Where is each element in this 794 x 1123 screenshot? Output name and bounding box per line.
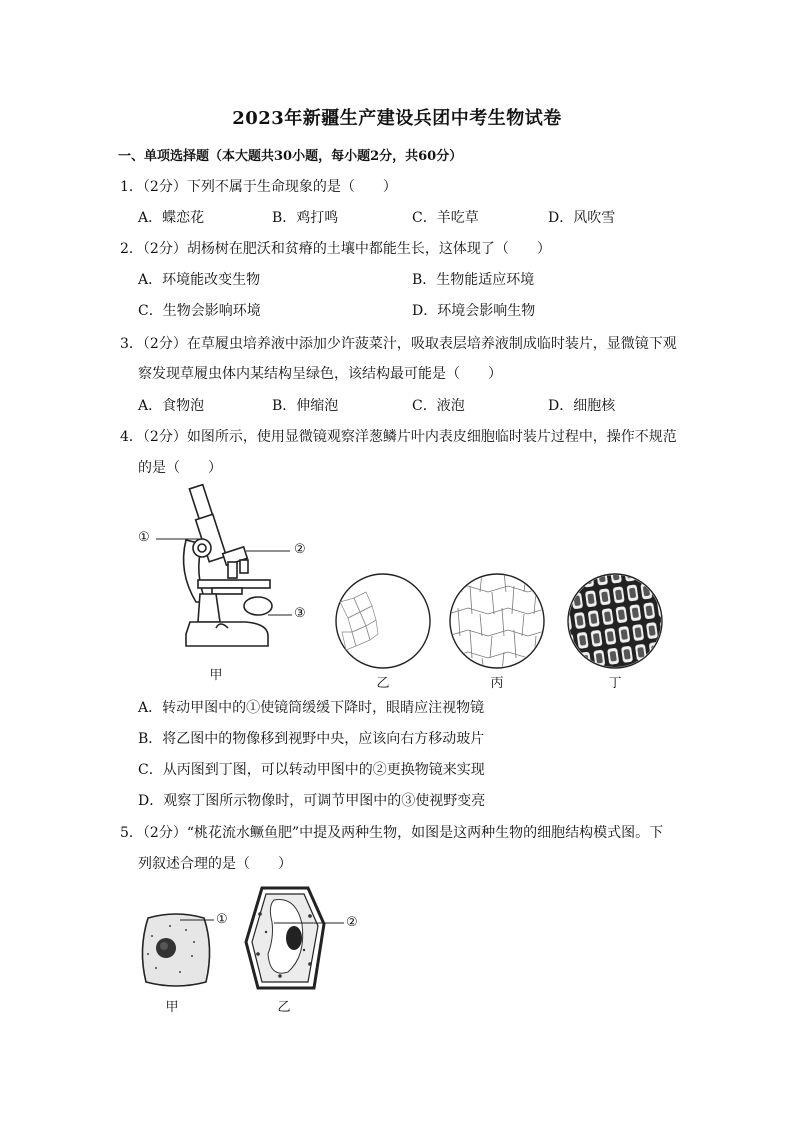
question-1-stem: 1．（2分）下列不属于生命现象的是（ ） [120, 179, 397, 195]
plant-cell-figure [244, 884, 326, 994]
marker-2: ② [294, 542, 306, 557]
marker-3: ③ [294, 606, 306, 621]
section-heading: 一、单项选择题（本大题共30小题，每小题2分，共60分） [118, 149, 463, 164]
leader-line-3 [266, 608, 296, 622]
question-5-stem-line-1: 5．（2分）“桃花流水鳜鱼肥”中提及两种生物，如图是这两种生物的细胞结构模式图。下 [120, 825, 664, 841]
figure-label-yi: 乙 [376, 676, 390, 691]
question-4-stem-line-1: 4．（2分）如图所示，使用显微镜观察洋葱鳞片叶内表皮细胞临时装片过程中，操作不规范 [120, 429, 677, 445]
q1-option-b: B．鸡打鸣 [272, 210, 339, 226]
q3-option-a: A．食物泡 [138, 398, 205, 414]
q3-option-b: B．伸缩泡 [272, 398, 339, 414]
q3-option-c: C．液泡 [412, 398, 465, 414]
page-title: 2023年新疆生产建设兵团中考生物试卷 [232, 108, 562, 129]
view-ding-figure [566, 572, 664, 670]
figure-label-jia: 甲 [209, 668, 223, 683]
leader-line-1 [150, 532, 210, 546]
view-yi-figure [334, 572, 432, 670]
figure-label-bing: 丙 [490, 676, 504, 691]
figure-label-ding: 丁 [608, 676, 622, 691]
cell-marker-2: ② [346, 915, 358, 930]
question-5-stem-line-2: 列叙述合理的是（ ） [138, 856, 292, 872]
q1-option-c: C．羊吃草 [412, 210, 479, 226]
q2-option-c: C．生物会影响环境 [138, 303, 261, 319]
q4-option-c: C．从丙图到丁图，可以转动甲图中的②更换物镜来实现 [138, 762, 485, 778]
cell-leader-2 [272, 917, 346, 929]
leader-line-2 [244, 544, 294, 558]
q1-option-a: A．蝶恋花 [138, 210, 205, 226]
microscope-figure [176, 482, 276, 662]
question-2-stem: 2．（2分）胡杨树在肥沃和贫瘠的土壤中都能生长，这体现了（ ） [120, 241, 551, 257]
q2-option-d: D．环境会影响生物 [412, 303, 536, 319]
question-3-stem-line-2: 察发现草履虫体内某结构呈绿色，该结构最可能是（ ） [138, 366, 502, 382]
q4-option-d: D．观察丁图所示物像时，可调节甲图中的③使视野变亮 [138, 793, 486, 809]
q1-option-d: D．风吹雪 [548, 210, 616, 226]
q4-option-a: A．转动甲图中的①使镜筒缓缓下降时，眼睛应注视物镜 [138, 700, 485, 716]
cell-marker-1: ① [216, 912, 228, 927]
q2-option-b: B．生物能适应环境 [412, 272, 535, 288]
cell-label-jia: 甲 [165, 1000, 179, 1015]
cell-leader-1 [180, 914, 216, 926]
marker-1: ① [138, 530, 150, 545]
question-4-stem-line-2: 的是（ ） [138, 460, 222, 476]
cell-label-yi: 乙 [277, 1000, 291, 1015]
q4-option-b: B．将乙图中的物像移到视野中央，应该向右方移动玻片 [138, 731, 485, 747]
q2-option-a: A．环境能改变生物 [138, 272, 261, 288]
question-3-stem-line-1: 3．（2分）在草履虫培养液中添加少许菠菜汁，吸取表层培养液制成临时装片，显微镜下观 [120, 336, 677, 352]
q3-option-d: D．细胞核 [548, 398, 616, 414]
view-bing-figure [448, 572, 546, 670]
